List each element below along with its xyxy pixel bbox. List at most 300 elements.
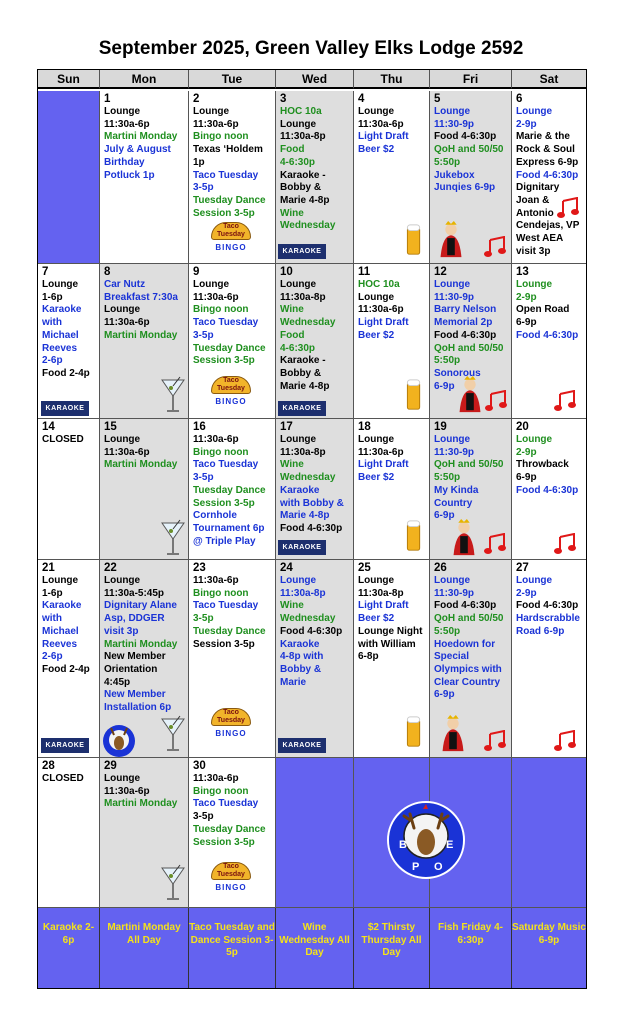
logo-letter-o: O — [434, 861, 443, 873]
event-line: Food 4-6:30p — [516, 600, 579, 612]
event-line: 11:30a-6p — [193, 434, 239, 445]
event-line: Cornhole — [193, 510, 237, 522]
event-line: Bingo noon — [193, 304, 249, 316]
day-number: 21 — [42, 562, 55, 574]
weekday-header: Tue — [189, 70, 276, 89]
day-number: 3 — [280, 93, 287, 105]
event-line: Light Draft — [358, 459, 409, 471]
event-line: Reeves — [42, 638, 78, 650]
footer-weekly-special: Taco Tuesday and Dance Session 3-5p — [189, 908, 276, 988]
event-line: 1-6p — [42, 291, 63, 303]
day-cell — [512, 91, 586, 264]
event-line: Session 3-5p — [193, 355, 255, 367]
event-line: 5:50p — [434, 156, 461, 168]
event-line: QoH and 50/50 — [434, 459, 504, 471]
event-line: Lounge — [193, 106, 230, 117]
event-line: 4:45p — [104, 676, 131, 688]
logo-letter-p: P — [412, 861, 420, 873]
event-line: Wednesday — [280, 472, 336, 484]
karaoke-icon: KARAOKE — [278, 540, 326, 555]
event-line: 1p — [193, 156, 205, 168]
event-line: Wine — [280, 207, 304, 219]
logo-letter-b: B — [399, 839, 407, 851]
event-line: Beer $2 — [358, 613, 395, 625]
event-line: 11:30a-6p — [104, 446, 150, 458]
weekday-header: Sat — [512, 70, 586, 89]
event-line: Food 4-6:30p — [516, 329, 579, 341]
beer-icon — [405, 519, 423, 553]
footer-weekly-special: Wine Wednesday All Day — [276, 908, 354, 988]
taco-tuesday-bingo-icon — [205, 376, 257, 410]
day-number: 12 — [434, 266, 447, 278]
event-line: Karaoke - — [280, 169, 326, 181]
weekday-header: Thu — [354, 70, 430, 89]
event-line: 3-5p — [193, 329, 214, 341]
event-line: Clear Country — [434, 676, 501, 688]
day-number: 27 — [516, 562, 529, 574]
weekday-header: Fri — [430, 70, 512, 89]
event-line: Lounge — [434, 106, 471, 117]
event-line: Lounge — [104, 575, 141, 586]
event-line: Lounge — [516, 575, 553, 586]
event-line: Express 6-9p — [516, 156, 579, 168]
event-line: Potluck 1p — [104, 169, 155, 181]
event-line: Light Draft — [358, 600, 409, 612]
event-line: Texas ‘Holdem — [193, 144, 263, 156]
event-line: 11:30a-6p — [193, 773, 239, 784]
music-note-icon — [556, 197, 580, 219]
event-line: Asp, DDGER — [104, 613, 165, 625]
event-line: Rock & Soul — [516, 144, 575, 156]
event-line: Bobby & — [280, 182, 322, 194]
event-line: My Kinda — [434, 484, 479, 496]
footer-weekly-special: Saturday Music 6-9p — [512, 908, 586, 988]
day-number: 16 — [193, 421, 206, 433]
event-line: Food 4-6:30p — [280, 625, 343, 637]
event-line: 11:30a-8p — [280, 131, 326, 143]
event-line: Taco Tuesday — [193, 317, 259, 329]
event-line: 3-5p — [193, 613, 214, 625]
event-line: Lounge — [193, 279, 230, 290]
queen-of-hearts-icon — [436, 221, 466, 259]
event-line: 4-6:30p — [280, 342, 316, 354]
event-line: Marie — [280, 676, 307, 688]
event-line: 5:50p — [434, 625, 461, 637]
event-line: Food 2-4p — [42, 367, 90, 379]
event-line: Karaoke — [280, 484, 320, 496]
event-line: Junqies 6-9p — [434, 182, 496, 194]
weekday-header: Wed — [276, 70, 354, 89]
event-line: HOC 10a — [280, 106, 322, 117]
event-line: Session 3-5p — [193, 207, 255, 219]
event-line: Antonio — [516, 207, 554, 219]
event-line: Lounge — [358, 575, 395, 586]
event-line: Food 4-6:30p — [516, 169, 579, 181]
beer-icon — [405, 223, 423, 257]
karaoke-icon: KARAOKE — [41, 401, 89, 416]
queen-of-hearts-icon — [455, 376, 485, 414]
event-line: 2-9p — [516, 118, 537, 130]
event-line: Lounge — [104, 773, 141, 784]
event-line: Karaoke — [280, 638, 320, 650]
day-number: 19 — [434, 421, 447, 433]
day-number: 11 — [358, 266, 371, 278]
event-line: 11:30a-6p — [104, 118, 150, 130]
event-line: 3-5p — [193, 182, 214, 194]
day-number: 22 — [104, 562, 117, 574]
music-note-icon — [553, 730, 577, 752]
martini-glass-icon — [160, 519, 186, 557]
event-line: 11:30-9p — [434, 446, 475, 458]
bingo-label: BINGO — [215, 729, 247, 738]
event-line: Martini Monday — [104, 798, 178, 810]
event-line: 4-8p with — [280, 651, 324, 663]
taco-label: Taco Tuesday — [211, 862, 251, 880]
day-number: 25 — [358, 562, 371, 574]
event-line: Light Draft — [358, 131, 409, 143]
event-line: Taco Tuesday — [193, 459, 259, 471]
event-line: @ Triple Play — [193, 535, 256, 547]
day-number: 8 — [104, 266, 111, 278]
bingo-label: BINGO — [215, 243, 247, 252]
day-number: 14 — [42, 421, 55, 433]
event-line: 6-9p — [516, 317, 537, 329]
event-line: Barry Nelson — [434, 304, 497, 316]
event-line: Bingo noon — [193, 785, 249, 797]
day-cell — [276, 560, 354, 758]
event-line: Session 3-5p — [193, 836, 255, 848]
event-line: Hardscrabble — [516, 613, 580, 625]
event-line: Food 4-6:30p — [516, 484, 579, 496]
music-note-icon — [483, 730, 507, 752]
calendar-grid — [37, 69, 587, 989]
event-line: 6-9p — [434, 689, 455, 701]
day-cell — [512, 758, 586, 908]
day-cell — [38, 264, 100, 419]
event-line: Hoedown for — [434, 638, 496, 650]
event-line: 11:30a-8p — [280, 587, 326, 599]
event-line: Food — [280, 144, 305, 156]
event-line: July & August — [104, 144, 171, 156]
event-line: Karaoke - — [280, 355, 326, 367]
event-line: Lounge — [516, 106, 553, 117]
bingo-label: BINGO — [215, 397, 247, 406]
event-line: Session 3-5p — [193, 638, 255, 650]
event-line: QoH and 50/50 — [434, 342, 504, 354]
day-number: 28 — [42, 760, 55, 772]
event-line: Tuesday Dance — [193, 342, 266, 354]
event-line: Michael — [42, 329, 79, 341]
day-number: 29 — [104, 760, 117, 772]
event-line: Bobby & — [280, 367, 322, 379]
event-line: with — [42, 613, 62, 625]
event-line: Bingo noon — [193, 587, 249, 599]
event-line: 11:30a-5:45p — [104, 587, 165, 599]
event-line: Lounge — [280, 279, 317, 290]
day-number: 9 — [193, 266, 200, 278]
event-line: Road 6-9p — [516, 625, 565, 637]
event-line: Food 4-6:30p — [434, 600, 497, 612]
martini-glass-icon — [160, 864, 186, 902]
event-line: Lounge — [280, 575, 317, 586]
event-line: 11:30-9p — [434, 118, 475, 130]
taco-label: Taco Tuesday — [211, 376, 251, 394]
event-line: Beer $2 — [358, 472, 395, 484]
event-line: Car Nutz — [104, 279, 146, 290]
music-note-icon — [484, 390, 508, 412]
footer-weekly-special: Martini Monday All Day — [100, 908, 189, 988]
beer-icon — [405, 378, 423, 412]
day-number: 13 — [516, 266, 529, 278]
event-line: Marie 4-8p — [280, 194, 330, 206]
day-cell — [276, 758, 354, 908]
event-line: 11:30a-6p — [193, 118, 239, 130]
event-line: Taco Tuesday — [193, 798, 259, 810]
event-line: 6-9p — [434, 510, 455, 522]
martini-glass-icon — [160, 715, 186, 753]
karaoke-icon: KARAOKE — [278, 738, 326, 753]
event-line: 11:30a-6p — [104, 785, 150, 797]
queen-of-hearts-icon — [438, 715, 468, 753]
day-number: 24 — [280, 562, 293, 574]
day-number: 5 — [434, 93, 441, 105]
event-line: 3-5p — [193, 811, 214, 823]
day-number: 15 — [104, 421, 117, 433]
event-line: 1-6p — [42, 587, 63, 599]
event-line: Lounge — [516, 279, 553, 290]
beer-icon — [405, 715, 423, 749]
event-line: Tournament 6p — [193, 522, 265, 534]
day-number: 17 — [280, 421, 293, 433]
event-line: Lounge — [358, 291, 395, 303]
event-line: visit 3p — [516, 245, 551, 257]
event-line: Wine — [280, 459, 304, 471]
footer-weekly-special: Karaoke 2-6p — [38, 908, 100, 988]
event-line: Lounge — [42, 279, 79, 290]
day-cell — [38, 560, 100, 758]
event-line: Wednesday — [280, 317, 336, 329]
event-line: Lounge — [358, 106, 395, 117]
day-number: 7 — [42, 266, 49, 278]
event-line: 11:30a-8p — [358, 587, 404, 599]
taco-tuesday-bingo-icon — [205, 862, 257, 896]
day-number: 4 — [358, 93, 365, 105]
event-line: Breakfast 7:30a — [104, 291, 178, 303]
event-line: 11:30a-8p — [280, 291, 326, 303]
event-line: Orientation — [104, 663, 158, 675]
day-cell — [38, 758, 100, 908]
event-line: Taco Tuesday — [193, 600, 259, 612]
event-line: Wednesday — [280, 613, 336, 625]
event-line: Marie 4-8p — [280, 510, 330, 522]
event-line: Installation 6p — [104, 702, 172, 714]
event-line: Food 4-6:30p — [434, 131, 497, 143]
elks-emblem-small-icon — [102, 724, 136, 758]
event-line: New Member — [104, 651, 166, 663]
day-number: 23 — [193, 562, 206, 574]
event-line: Lounge — [104, 434, 141, 445]
event-line: Lounge — [358, 434, 395, 445]
event-line: 6-9p — [434, 380, 455, 392]
event-line: Wednesday — [280, 220, 336, 232]
event-line: Martini Monday — [104, 131, 178, 143]
event-line: with William — [358, 638, 416, 650]
day-number: 20 — [516, 421, 529, 433]
weekday-header: Sun — [38, 70, 100, 89]
event-line: Memorial 2p — [434, 317, 493, 329]
event-line: Birthday — [104, 156, 145, 168]
event-line: New Member — [104, 689, 166, 701]
event-line: Karaoke — [42, 600, 82, 612]
event-line: with Bobby & — [280, 497, 344, 509]
event-line: Special — [434, 651, 470, 663]
event-line: 4-6:30p — [280, 156, 316, 168]
event-line: Wine — [280, 600, 304, 612]
event-line: West AEA — [516, 233, 564, 245]
event-line: Dignitary — [516, 182, 560, 194]
event-line: Open Road — [516, 304, 570, 316]
event-line: Bingo noon — [193, 446, 249, 458]
event-line: Sonorous — [434, 367, 481, 379]
event-line: 11:30a-6p — [193, 575, 239, 586]
event-line: Lounge — [42, 575, 79, 586]
event-line: 11:30-9p — [434, 291, 475, 303]
event-line: Session 3-5p — [193, 497, 255, 509]
event-line: with — [42, 317, 62, 329]
event-line: QoH and 50/50 — [434, 613, 504, 625]
day-cell — [276, 91, 354, 264]
event-line: HOC 10a — [358, 279, 400, 290]
event-line: 2-6p — [42, 355, 63, 367]
event-line: 11:30-9p — [434, 587, 475, 599]
event-line: Bobby & — [280, 663, 322, 675]
karaoke-icon: KARAOKE — [278, 244, 326, 259]
day-cell — [100, 91, 189, 264]
day-cell — [276, 264, 354, 419]
event-line: Beer $2 — [358, 329, 395, 341]
event-line: Martini Monday — [104, 459, 178, 471]
page-title: September 2025, Green Valley Elks Lodge 2592 — [98, 38, 524, 59]
event-line: Jukebox — [434, 169, 475, 181]
taco-tuesday-bingo-icon — [205, 222, 257, 256]
event-line: Lounge — [280, 118, 317, 130]
event-line: Food 4-6:30p — [434, 329, 497, 341]
event-line: Light Draft — [358, 317, 409, 329]
event-line: Wine — [280, 304, 304, 316]
event-line: Tuesday Dance — [193, 823, 266, 835]
day-number: 18 — [358, 421, 371, 433]
music-note-icon — [483, 533, 507, 555]
karaoke-icon: KARAOKE — [278, 401, 326, 416]
event-line: Lounge — [434, 279, 471, 290]
bingo-label: BINGO — [215, 883, 247, 892]
day-cell — [38, 91, 100, 264]
weekday-header: Mon — [100, 70, 189, 89]
day-number: 30 — [193, 760, 206, 772]
day-cell — [512, 560, 586, 758]
taco-label: Taco Tuesday — [211, 222, 251, 240]
day-cell — [38, 419, 100, 560]
day-number: 26 — [434, 562, 447, 574]
event-line: Joan & — [516, 194, 550, 206]
event-line: 3-5p — [193, 472, 214, 484]
day-cell — [276, 419, 354, 560]
event-line: Martini Monday — [104, 329, 178, 341]
logo-letter-e: E — [446, 839, 454, 851]
event-line: 6-9p — [516, 472, 537, 484]
footer-weekly-special: $2 Thirsty Thursday All Day — [354, 908, 430, 988]
event-line: CLOSED — [42, 434, 84, 445]
event-line: 11:30a-6p — [104, 317, 150, 329]
music-note-icon — [553, 533, 577, 555]
event-line: visit 3p — [104, 625, 139, 637]
music-note-icon — [553, 390, 577, 412]
event-line: QoH and 50/50 — [434, 144, 504, 156]
event-line: CLOSED — [42, 773, 84, 784]
event-line: Country — [434, 497, 473, 509]
event-line: 11:30a-6p — [358, 304, 404, 316]
event-line: 11:30a-6p — [358, 446, 404, 458]
event-line: Beer $2 — [358, 144, 395, 156]
event-line: 11:30a-8p — [280, 446, 326, 458]
event-line: Throwback — [516, 459, 569, 471]
day-cell — [189, 419, 276, 560]
karaoke-icon: KARAOKE — [41, 738, 89, 753]
day-number: 2 — [193, 93, 200, 105]
event-line: Lounge — [104, 304, 141, 316]
event-line: 2-9p — [516, 291, 537, 303]
event-line: Food — [280, 329, 305, 341]
event-line: 11:30a-6p — [358, 118, 404, 130]
event-line: Taco Tuesday — [193, 169, 259, 181]
day-number: 6 — [516, 93, 523, 105]
event-line: 2-9p — [516, 446, 537, 458]
taco-tuesday-bingo-icon — [205, 708, 257, 742]
event-line: Marie 4-8p — [280, 380, 330, 392]
event-line: 5:50p — [434, 472, 461, 484]
event-line: Tuesday Dance — [193, 484, 266, 496]
elks-emblem-icon — [386, 800, 466, 880]
event-line: Michael — [42, 625, 79, 637]
event-line: Tuesday Dance — [193, 625, 266, 637]
event-line: Food 2-4p — [42, 663, 90, 675]
event-line: Karaoke — [42, 304, 82, 316]
event-line: 2-9p — [516, 587, 537, 599]
event-line: 5:50p — [434, 355, 461, 367]
event-line: Reeves — [42, 342, 78, 354]
event-line: Lounge Night — [358, 625, 423, 637]
event-line: Tuesday Dance — [193, 194, 266, 206]
music-note-icon — [483, 236, 507, 258]
day-number: 1 — [104, 93, 111, 105]
event-line: Bingo noon — [193, 131, 249, 143]
event-line: Lounge — [516, 434, 553, 445]
event-line: Olympics with — [434, 663, 502, 675]
martini-glass-icon — [160, 376, 186, 414]
event-line: 11:30a-6p — [193, 291, 239, 303]
event-line: 6-8p — [358, 651, 379, 663]
event-line: Lounge — [434, 575, 471, 586]
event-line: 2-6p — [42, 651, 63, 663]
day-number: 10 — [280, 266, 293, 278]
footer-weekly-special: Fish Friday 4-6:30p — [430, 908, 512, 988]
event-line: Food 4-6:30p — [280, 522, 343, 534]
event-line: Lounge — [280, 434, 317, 445]
event-line: Marie & the — [516, 131, 570, 143]
event-line: Cendejas, VP — [516, 220, 580, 232]
queen-of-hearts-icon — [449, 519, 479, 557]
event-line: Lounge — [104, 106, 141, 117]
